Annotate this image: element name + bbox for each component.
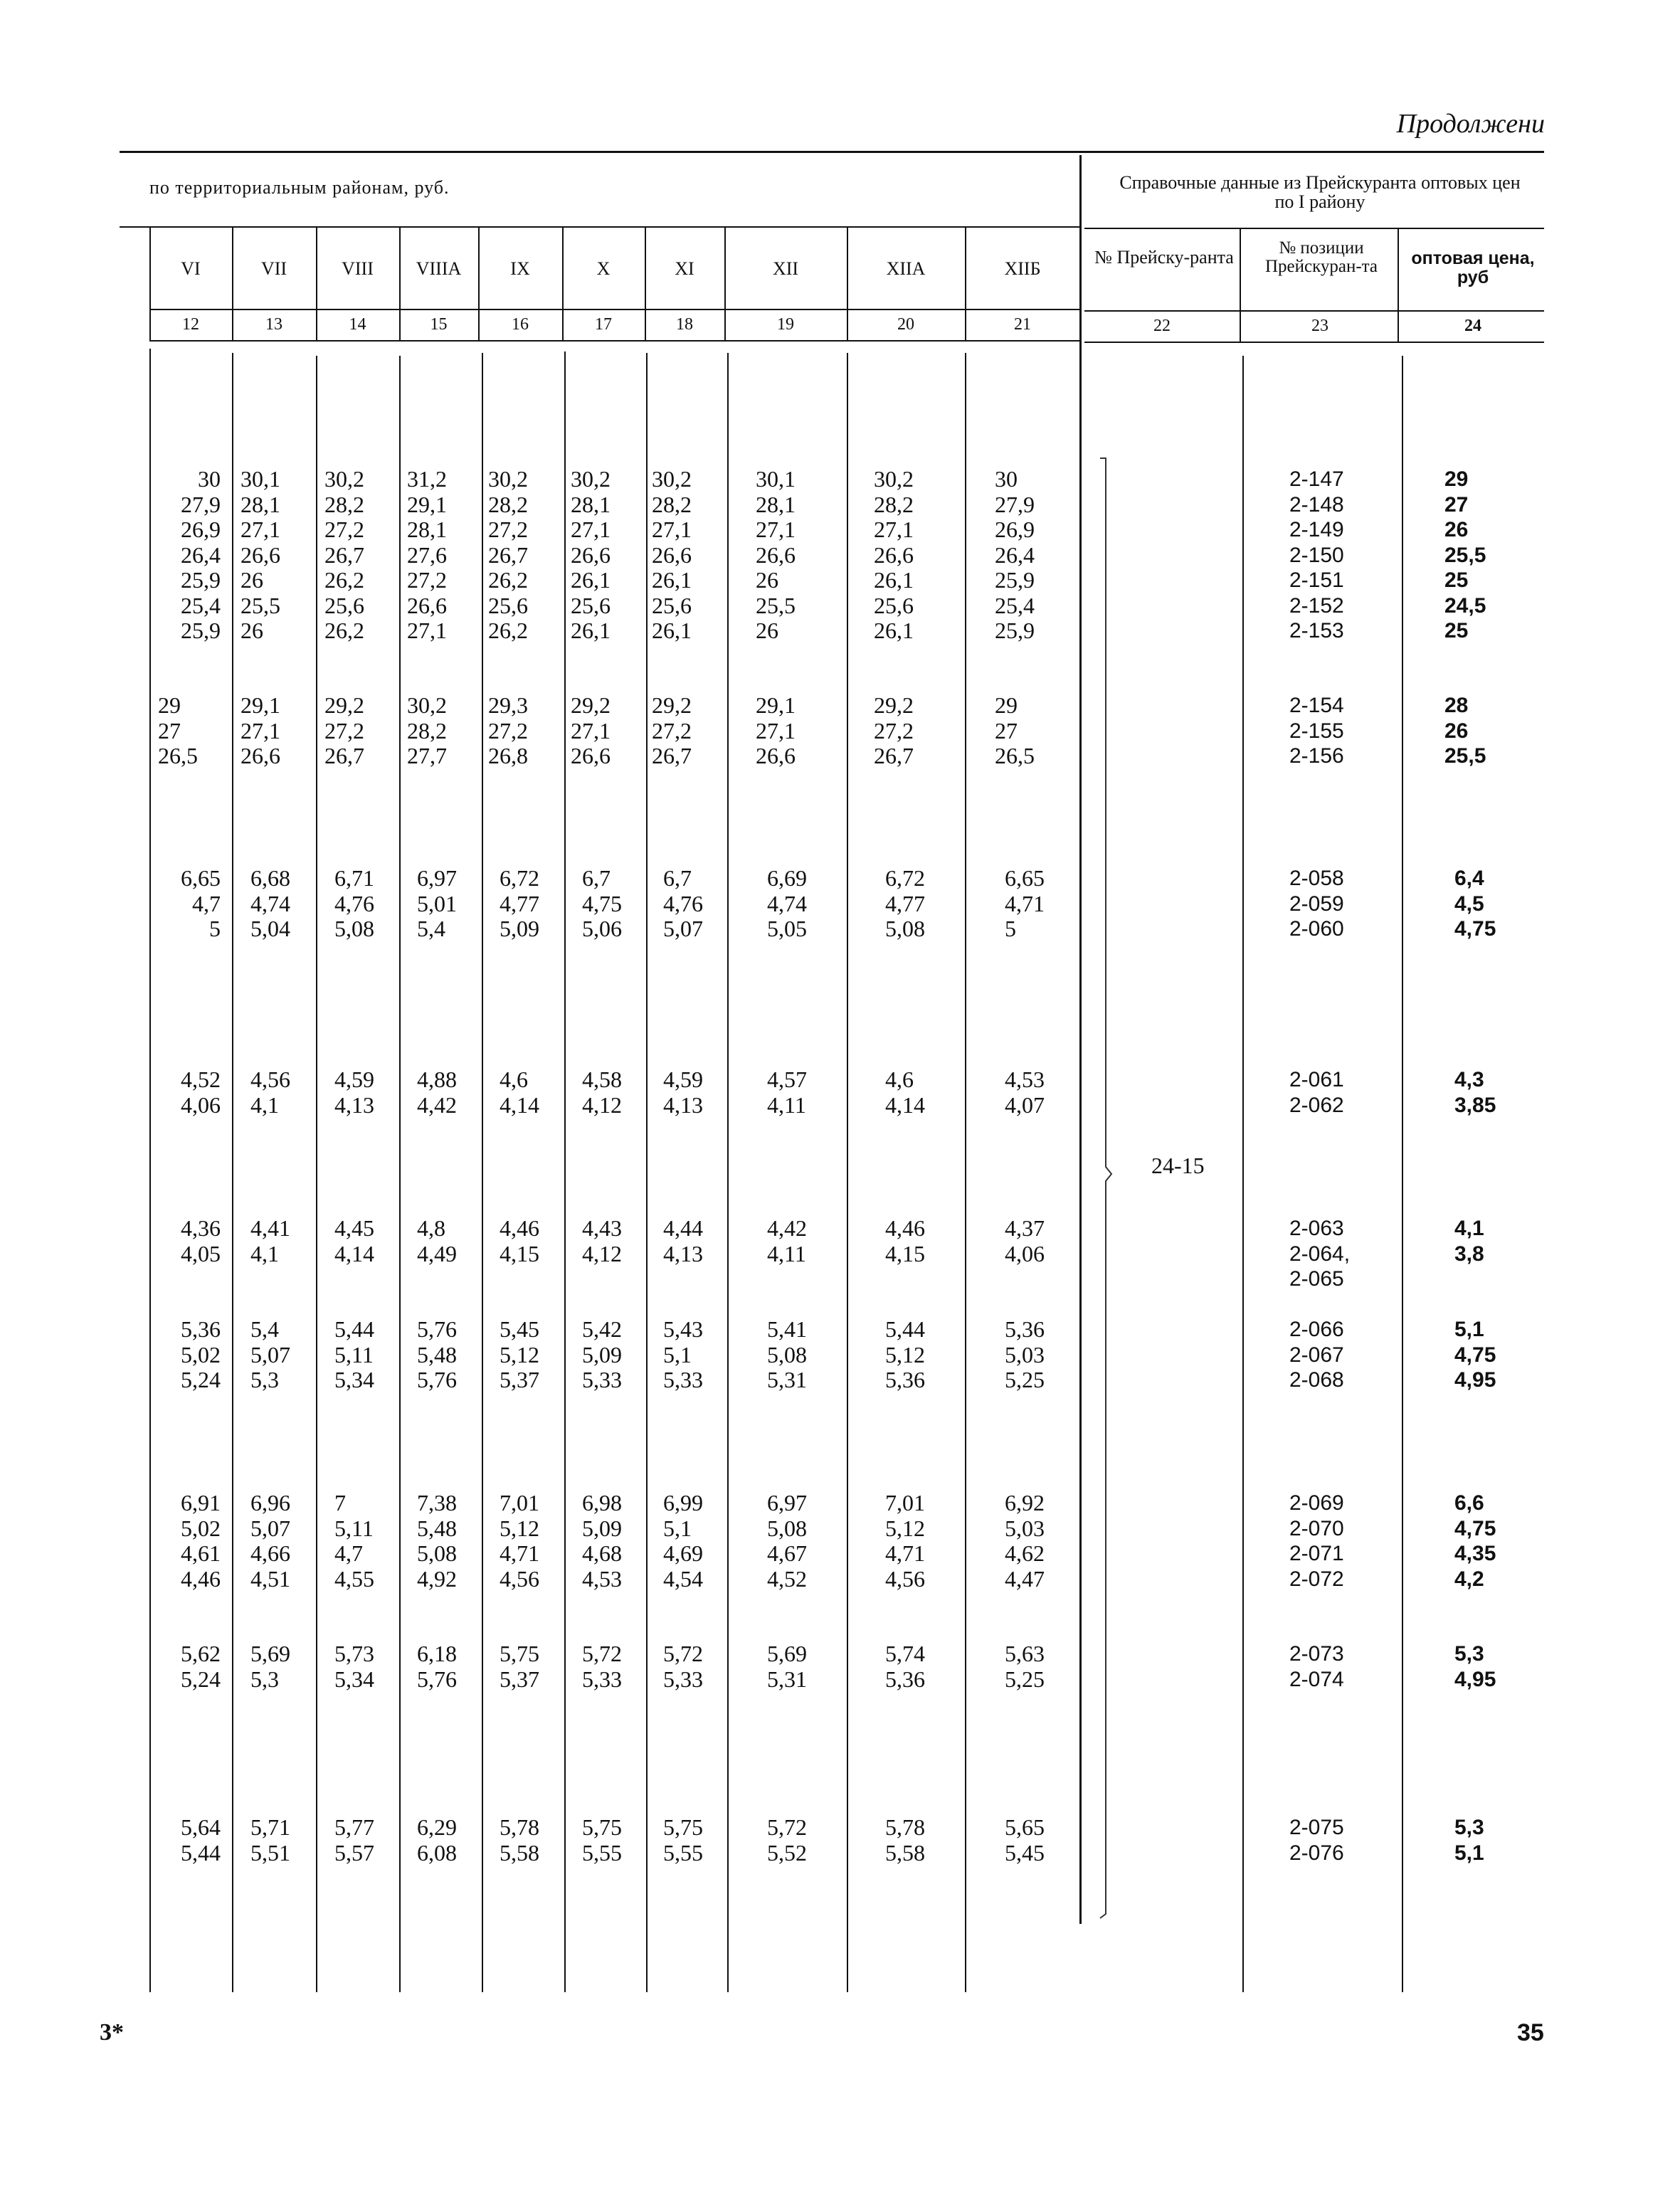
group-header-rule-left	[120, 226, 1080, 228]
col-rule	[1398, 229, 1399, 342]
col-rule	[727, 353, 729, 1992]
cell-vi: 6,65 4,7 5	[181, 865, 221, 941]
cell-viii: 5,73 5,34	[334, 1641, 374, 1692]
cell-viii: 30,2 28,2 27,2 26,7 26,2 25,6 26,2	[324, 466, 364, 643]
col-rule	[1402, 356, 1403, 1992]
cell-xiib: 6,92 5,03 4,62 4,47	[1005, 1490, 1045, 1592]
cell-viiia: 31,2 29,1 28,1 27,6 27,2 26,6 27,1	[407, 466, 447, 643]
col-header-pricelist-no: № Прейску-ранта	[1094, 247, 1234, 268]
cell-xi: 4,59 4,13	[663, 1067, 703, 1118]
cell-xi: 5,72 5,33	[663, 1641, 703, 1692]
cell-vi: 4,36 4,05	[181, 1215, 221, 1266]
cell-xiib: 6,65 4,71 5	[1005, 865, 1045, 941]
cell-price: 29 27 26 25,5 25 24,5 25	[1444, 467, 1486, 642]
group-divider	[1079, 155, 1082, 1924]
cell-position: 2-147 2-148 2-149 2-150 2-151 2-152 2-153	[1289, 467, 1344, 642]
col-header-xi: XI	[675, 258, 694, 279]
cell-xiia: 29,2 27,2 26,7	[874, 692, 914, 768]
cell-vii: 6,96 5,07 4,66 4,51	[250, 1490, 290, 1592]
col-number: 15	[430, 315, 448, 334]
col-header-x: X	[596, 258, 611, 279]
cell-vi: 30 27,9 26,9 26,4 25,9 25,4 25,9	[181, 466, 221, 643]
col-rule	[399, 356, 401, 1992]
cell-viii: 7 5,11 4,7 4,55	[334, 1490, 374, 1592]
cell-viii: 4,59 4,13	[334, 1067, 374, 1118]
cell-xiia: 4,46 4,15	[885, 1215, 925, 1266]
cell-vii: 5,4 5,07 5,3	[250, 1316, 290, 1392]
cell-position: 2-061 2-062	[1289, 1068, 1344, 1117]
cell-vii: 5,71 5,51	[250, 1814, 290, 1866]
cell-xiib: 30 27,9 26,9 26,4 25,9 25,4 25,9	[995, 466, 1035, 643]
cell-xii: 4,42 4,11	[767, 1215, 807, 1266]
cell-vi: 5,36 5,02 5,24	[181, 1316, 221, 1392]
cell-price: 5,3 5,1	[1454, 1816, 1484, 1865]
col-number: 17	[595, 315, 612, 334]
cell-vii: 5,69 5,3	[250, 1641, 290, 1692]
continuation-label: Продолжени	[1396, 109, 1545, 139]
ref-header-rule	[1084, 310, 1544, 312]
number-row-rule	[149, 340, 1080, 342]
cell-xi: 29,2 27,2 26,7	[652, 692, 692, 768]
cell-position: 2-073 2-074	[1289, 1642, 1344, 1691]
cell-vi: 5,62 5,24	[181, 1641, 221, 1692]
cell-xii: 29,1 27,1 26,6	[756, 692, 796, 768]
cell-xiia: 30,2 28,2 27,1 26,6 26,1 25,6 26,1	[874, 466, 914, 643]
cell-viiia: 4,8 4,49	[417, 1215, 457, 1266]
col-number: 12	[182, 315, 199, 334]
cell-ix: 30,2 28,2 27,2 26,7 26,2 25,6 26,2	[488, 466, 528, 643]
cell-ix: 5,45 5,12 5,37	[500, 1316, 539, 1392]
col-number: 16	[512, 315, 529, 334]
cell-xiia: 5,74 5,36	[885, 1641, 925, 1692]
pricelist-number: 24-15	[1151, 1153, 1205, 1178]
cell-xii: 4,57 4,11	[767, 1067, 807, 1118]
cell-xiia: 4,6 4,14	[885, 1067, 925, 1118]
cell-x: 29,2 27,1 26,6	[571, 692, 611, 768]
cell-x: 5,72 5,33	[582, 1641, 622, 1692]
col-header-viiia: VIIIA	[416, 258, 462, 279]
cell-xi: 6,7 4,76 5,07	[663, 865, 703, 941]
col-rule	[482, 353, 483, 1992]
cell-vi: 5,64 5,44	[181, 1814, 221, 1866]
cell-xiia: 6,72 4,77 5,08	[885, 865, 925, 941]
cell-xiib: 4,37 4,06	[1005, 1215, 1045, 1266]
cell-position: 2-154 2-155 2-156	[1289, 694, 1344, 768]
cell-viiia: 5,76 5,48 5,76	[417, 1316, 457, 1392]
cell-vii: 4,41 4,1	[250, 1215, 290, 1266]
col-number: 23	[1311, 317, 1328, 335]
top-rule	[120, 151, 1544, 153]
cell-price: 4,1 3,8	[1454, 1217, 1484, 1266]
cell-position: 2-069 2-070 2-071 2-072	[1289, 1491, 1344, 1591]
col-rule	[1242, 356, 1244, 1992]
cell-xii: 5,41 5,08 5,31	[767, 1316, 807, 1392]
cell-vi: 4,52 4,06	[181, 1067, 221, 1118]
col-rule	[564, 351, 566, 1992]
cell-ix: 5,75 5,37	[500, 1641, 539, 1692]
cell-position: 2-058 2-059 2-060	[1289, 867, 1344, 941]
cell-viiia: 6,29 6,08	[417, 1814, 457, 1866]
cell-vii: 4,56 4,1	[250, 1067, 290, 1118]
cell-vi: 6,91 5,02 4,61 4,46	[181, 1490, 221, 1592]
cell-viii: 5,77 5,57	[334, 1814, 374, 1866]
cell-price: 28 26 25,5	[1444, 694, 1486, 768]
col-header-position-no: № позиции Прейскуран-та	[1264, 238, 1378, 276]
cell-x: 5,42 5,09 5,33	[582, 1316, 622, 1392]
group-header-rule-right	[1084, 228, 1544, 229]
cell-xi: 6,99 5,1 4,69 4,54	[663, 1490, 703, 1592]
cell-ix: 5,78 5,58	[500, 1814, 539, 1866]
cell-x: 6,98 5,09 4,68 4,53	[582, 1490, 622, 1592]
col-number: 13	[265, 315, 282, 334]
cell-x: 6,7 4,75 5,06	[582, 865, 622, 941]
group-header-districts: по территориальным районам, руб.	[149, 177, 450, 198]
page-number: 35	[1517, 2019, 1544, 2046]
col-header-xiia: XIIA	[886, 258, 926, 279]
col-number: 19	[777, 315, 794, 334]
cell-xii: 5,69 5,31	[767, 1641, 807, 1692]
cell-vi: 29 27 26,5	[158, 692, 198, 768]
col-number: 22	[1153, 317, 1171, 335]
cell-price: 5,1 4,75 4,95	[1454, 1318, 1496, 1392]
cell-xi: 5,75 5,55	[663, 1814, 703, 1866]
col-number: 24	[1464, 317, 1481, 335]
cell-xiib: 29 27 26,5	[995, 692, 1035, 768]
col-rule	[316, 356, 317, 1992]
col-rule	[847, 353, 848, 1992]
cell-xiia: 7,01 5,12 4,71 4,56	[885, 1490, 925, 1592]
cell-price: 5,3 4,95	[1454, 1642, 1496, 1691]
cell-price: 4,3 3,85	[1454, 1068, 1496, 1117]
col-rule	[232, 353, 233, 1992]
cell-price: 6,4 4,5 4,75	[1454, 867, 1496, 941]
cell-xi: 5,43 5,1 5,33	[663, 1316, 703, 1392]
cell-xi: 4,44 4,13	[663, 1215, 703, 1266]
cell-xiib: 5,65 5,45	[1005, 1814, 1045, 1866]
cell-x: 5,75 5,55	[582, 1814, 622, 1866]
cell-xiia: 5,44 5,12 5,36	[885, 1316, 925, 1392]
page-signature: 3*	[100, 2019, 124, 2046]
cell-xii: 6,69 4,74 5,05	[767, 865, 807, 941]
cell-vii: 6,68 4,74 5,04	[250, 865, 290, 941]
col-number: 21	[1014, 315, 1031, 334]
cell-xii: 5,72 5,52	[767, 1814, 807, 1866]
cell-viii: 6,71 4,76 5,08	[334, 865, 374, 941]
col-number: 14	[349, 315, 366, 334]
cell-viiia: 6,18 5,76	[417, 1641, 457, 1692]
cell-xiia: 5,78 5,58	[885, 1814, 925, 1866]
cell-price: 6,6 4,75 4,35 4,2	[1454, 1491, 1496, 1591]
col-number: 20	[897, 315, 914, 334]
cell-x: 4,58 4,12	[582, 1067, 622, 1118]
col-number: 18	[676, 315, 693, 334]
col-header-viii: VIII	[342, 258, 374, 279]
cell-viii: 4,45 4,14	[334, 1215, 374, 1266]
col-rule	[965, 353, 966, 1992]
cell-xii: 6,97 5,08 4,67 4,52	[767, 1490, 807, 1592]
cell-viiia: 6,97 5,01 5,4	[417, 865, 457, 941]
cell-ix: 7,01 5,12 4,71 4,56	[500, 1490, 539, 1592]
cell-xiib: 4,53 4,07	[1005, 1067, 1045, 1118]
cell-viiia: 4,88 4,42	[417, 1067, 457, 1118]
cell-viiia: 7,38 5,48 5,08 4,92	[417, 1490, 457, 1592]
col-header-xiib: XIIБ	[1004, 258, 1041, 279]
cell-ix: 4,6 4,14	[500, 1067, 539, 1118]
cell-viii: 29,2 27,2 26,7	[324, 692, 364, 768]
col-header-vi: VI	[181, 258, 201, 279]
cell-position: 2-075 2-076	[1289, 1816, 1344, 1865]
cell-xiib: 5,36 5,03 5,25	[1005, 1316, 1045, 1392]
cell-ix: 29,3 27,2 26,8	[488, 692, 528, 768]
cell-x: 4,43 4,12	[582, 1215, 622, 1266]
cell-vii: 30,1 28,1 27,1 26,6 26 25,5 26	[241, 466, 280, 643]
col-header-xii: XII	[772, 258, 799, 279]
cell-viii: 5,44 5,11 5,34	[334, 1316, 374, 1392]
cell-xii: 30,1 28,1 27,1 26,6 26 25,5 26	[756, 466, 796, 643]
col-rule	[646, 353, 648, 1992]
district-header-rule	[149, 309, 1080, 310]
number-row-rule-right	[1084, 342, 1544, 343]
cell-viiia: 30,2 28,2 27,7	[407, 692, 447, 768]
cell-ix: 6,72 4,77 5,09	[500, 865, 539, 941]
cell-xi: 30,2 28,2 27,1 26,6 26,1 25,6 26,1	[652, 466, 692, 643]
col-header-vii: VII	[260, 258, 287, 279]
cell-xiib: 5,63 5,25	[1005, 1641, 1045, 1692]
col-header-ix: IX	[510, 258, 530, 279]
cell-x: 30,2 28,1 27,1 26,6 26,1 25,6 26,1	[571, 466, 611, 643]
col-rule	[1240, 229, 1241, 342]
brace-icon	[1096, 455, 1124, 1921]
group-header-reference: Справочные данные из Прейскуранта оптовых цен по I району	[1119, 172, 1521, 212]
cell-position: 2-063 2-064, 2-065	[1289, 1217, 1351, 1291]
cell-vii: 29,1 27,1 26,6	[241, 692, 280, 768]
col-header-wholesale-price: оптовая цена, руб	[1411, 248, 1535, 287]
cell-ix: 4,46 4,15	[500, 1215, 539, 1266]
cell-position: 2-066 2-067 2-068	[1289, 1318, 1344, 1392]
